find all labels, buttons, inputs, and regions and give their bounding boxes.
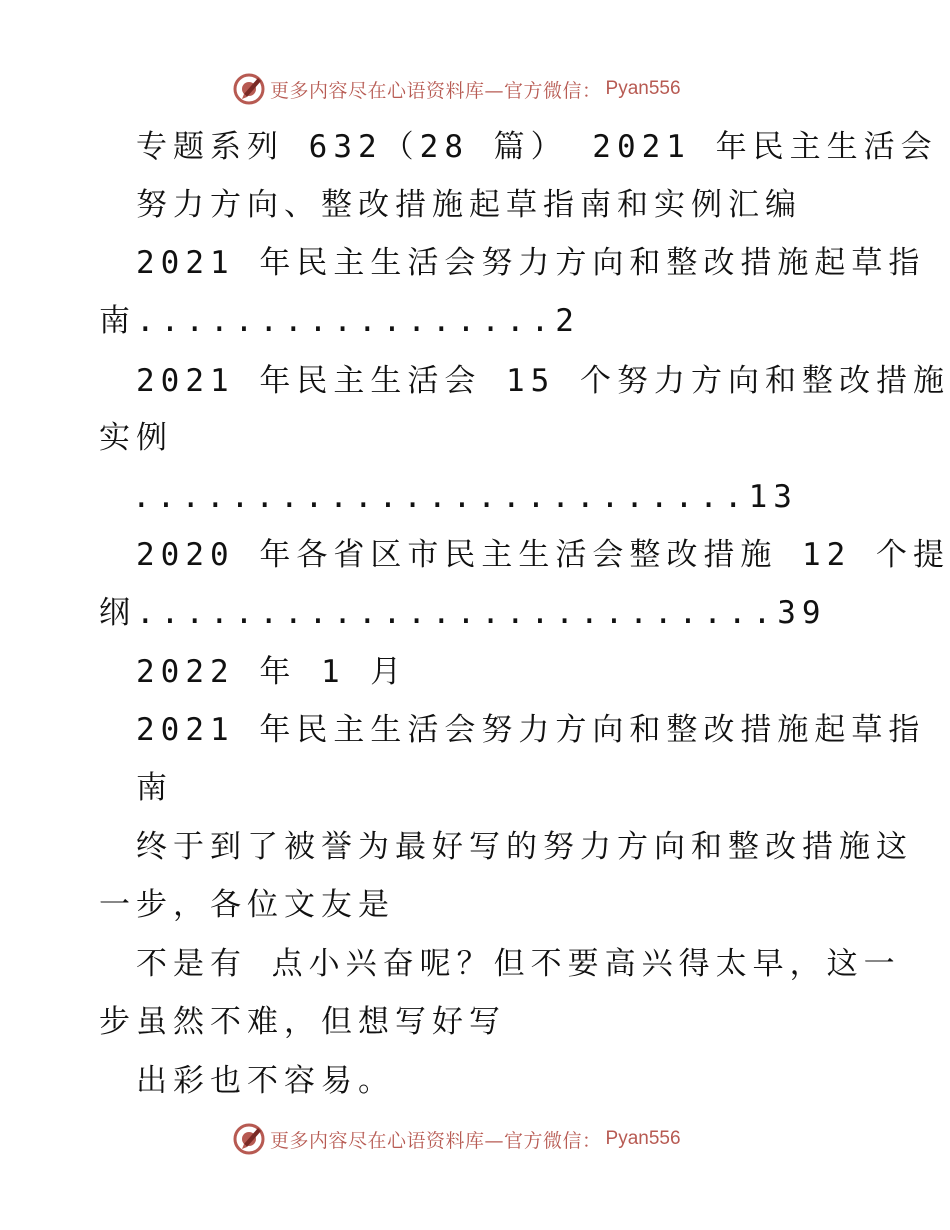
- banner-text: 更多内容尽在心语资料库—官方微信：: [270, 1129, 602, 1152]
- doc-date: 2022 年 1 月: [136, 654, 408, 690]
- toc-entry-3-line1[interactable]: [136, 535, 950, 575]
- wechat-id: Pyan556: [605, 78, 681, 99]
- toc-entry-2-line3[interactable]: .........................13: [132, 479, 798, 515]
- body-line-2: 一步，各位文友是: [99, 887, 395, 923]
- section-title-line2: 南: [136, 770, 173, 806]
- toc-link-2[interactable]: 2021 年民主生活会 15 个努力方向和整改措施: [136, 363, 950, 399]
- toc-link-3[interactable]: 2020 年各省区市民主生活会整改措施 12 个提: [136, 537, 950, 573]
- banner-text: 更多内容尽在心语资料库—官方微信：: [270, 79, 602, 102]
- toc-entry-2-line1[interactable]: [136, 361, 950, 401]
- body-line-3: 不是有 点小兴奋呢？但不要高兴得太早，这一: [136, 946, 901, 982]
- pen-circle-logo-icon: [232, 1122, 266, 1156]
- toc-entry-3-line2[interactable]: 纲..........................39: [99, 595, 827, 631]
- doc-title-line1: 专题系列 632（28 篇） 2021 年民主生活会: [136, 129, 938, 165]
- body-line-1: 终于到了被誉为最好写的努力方向和整改措施这: [136, 829, 913, 865]
- toc-link-1[interactable]: 2021 年民主生活会努力方向和整改措施起草指: [136, 245, 926, 281]
- toc-entry-2-line2[interactable]: 实例: [99, 420, 173, 456]
- header-banner[interactable]: [232, 72, 681, 106]
- footer-banner[interactable]: [232, 1122, 681, 1156]
- section-title-line1: 2021 年民主生活会努力方向和整改措施起草指: [136, 712, 926, 748]
- doc-title-line2: 努力方向、整改措施起草指南和实例汇编: [136, 187, 802, 223]
- body-line-5: 出彩也不容易。: [136, 1063, 395, 1099]
- body-line-4: 步虽然不难，但想写好写: [99, 1004, 506, 1040]
- toc-entry-1-line2[interactable]: 南.................2: [99, 303, 580, 339]
- pen-circle-logo-icon: [232, 72, 266, 106]
- toc-entry-1-line1[interactable]: [136, 243, 925, 283]
- wechat-id: Pyan556: [605, 1128, 681, 1149]
